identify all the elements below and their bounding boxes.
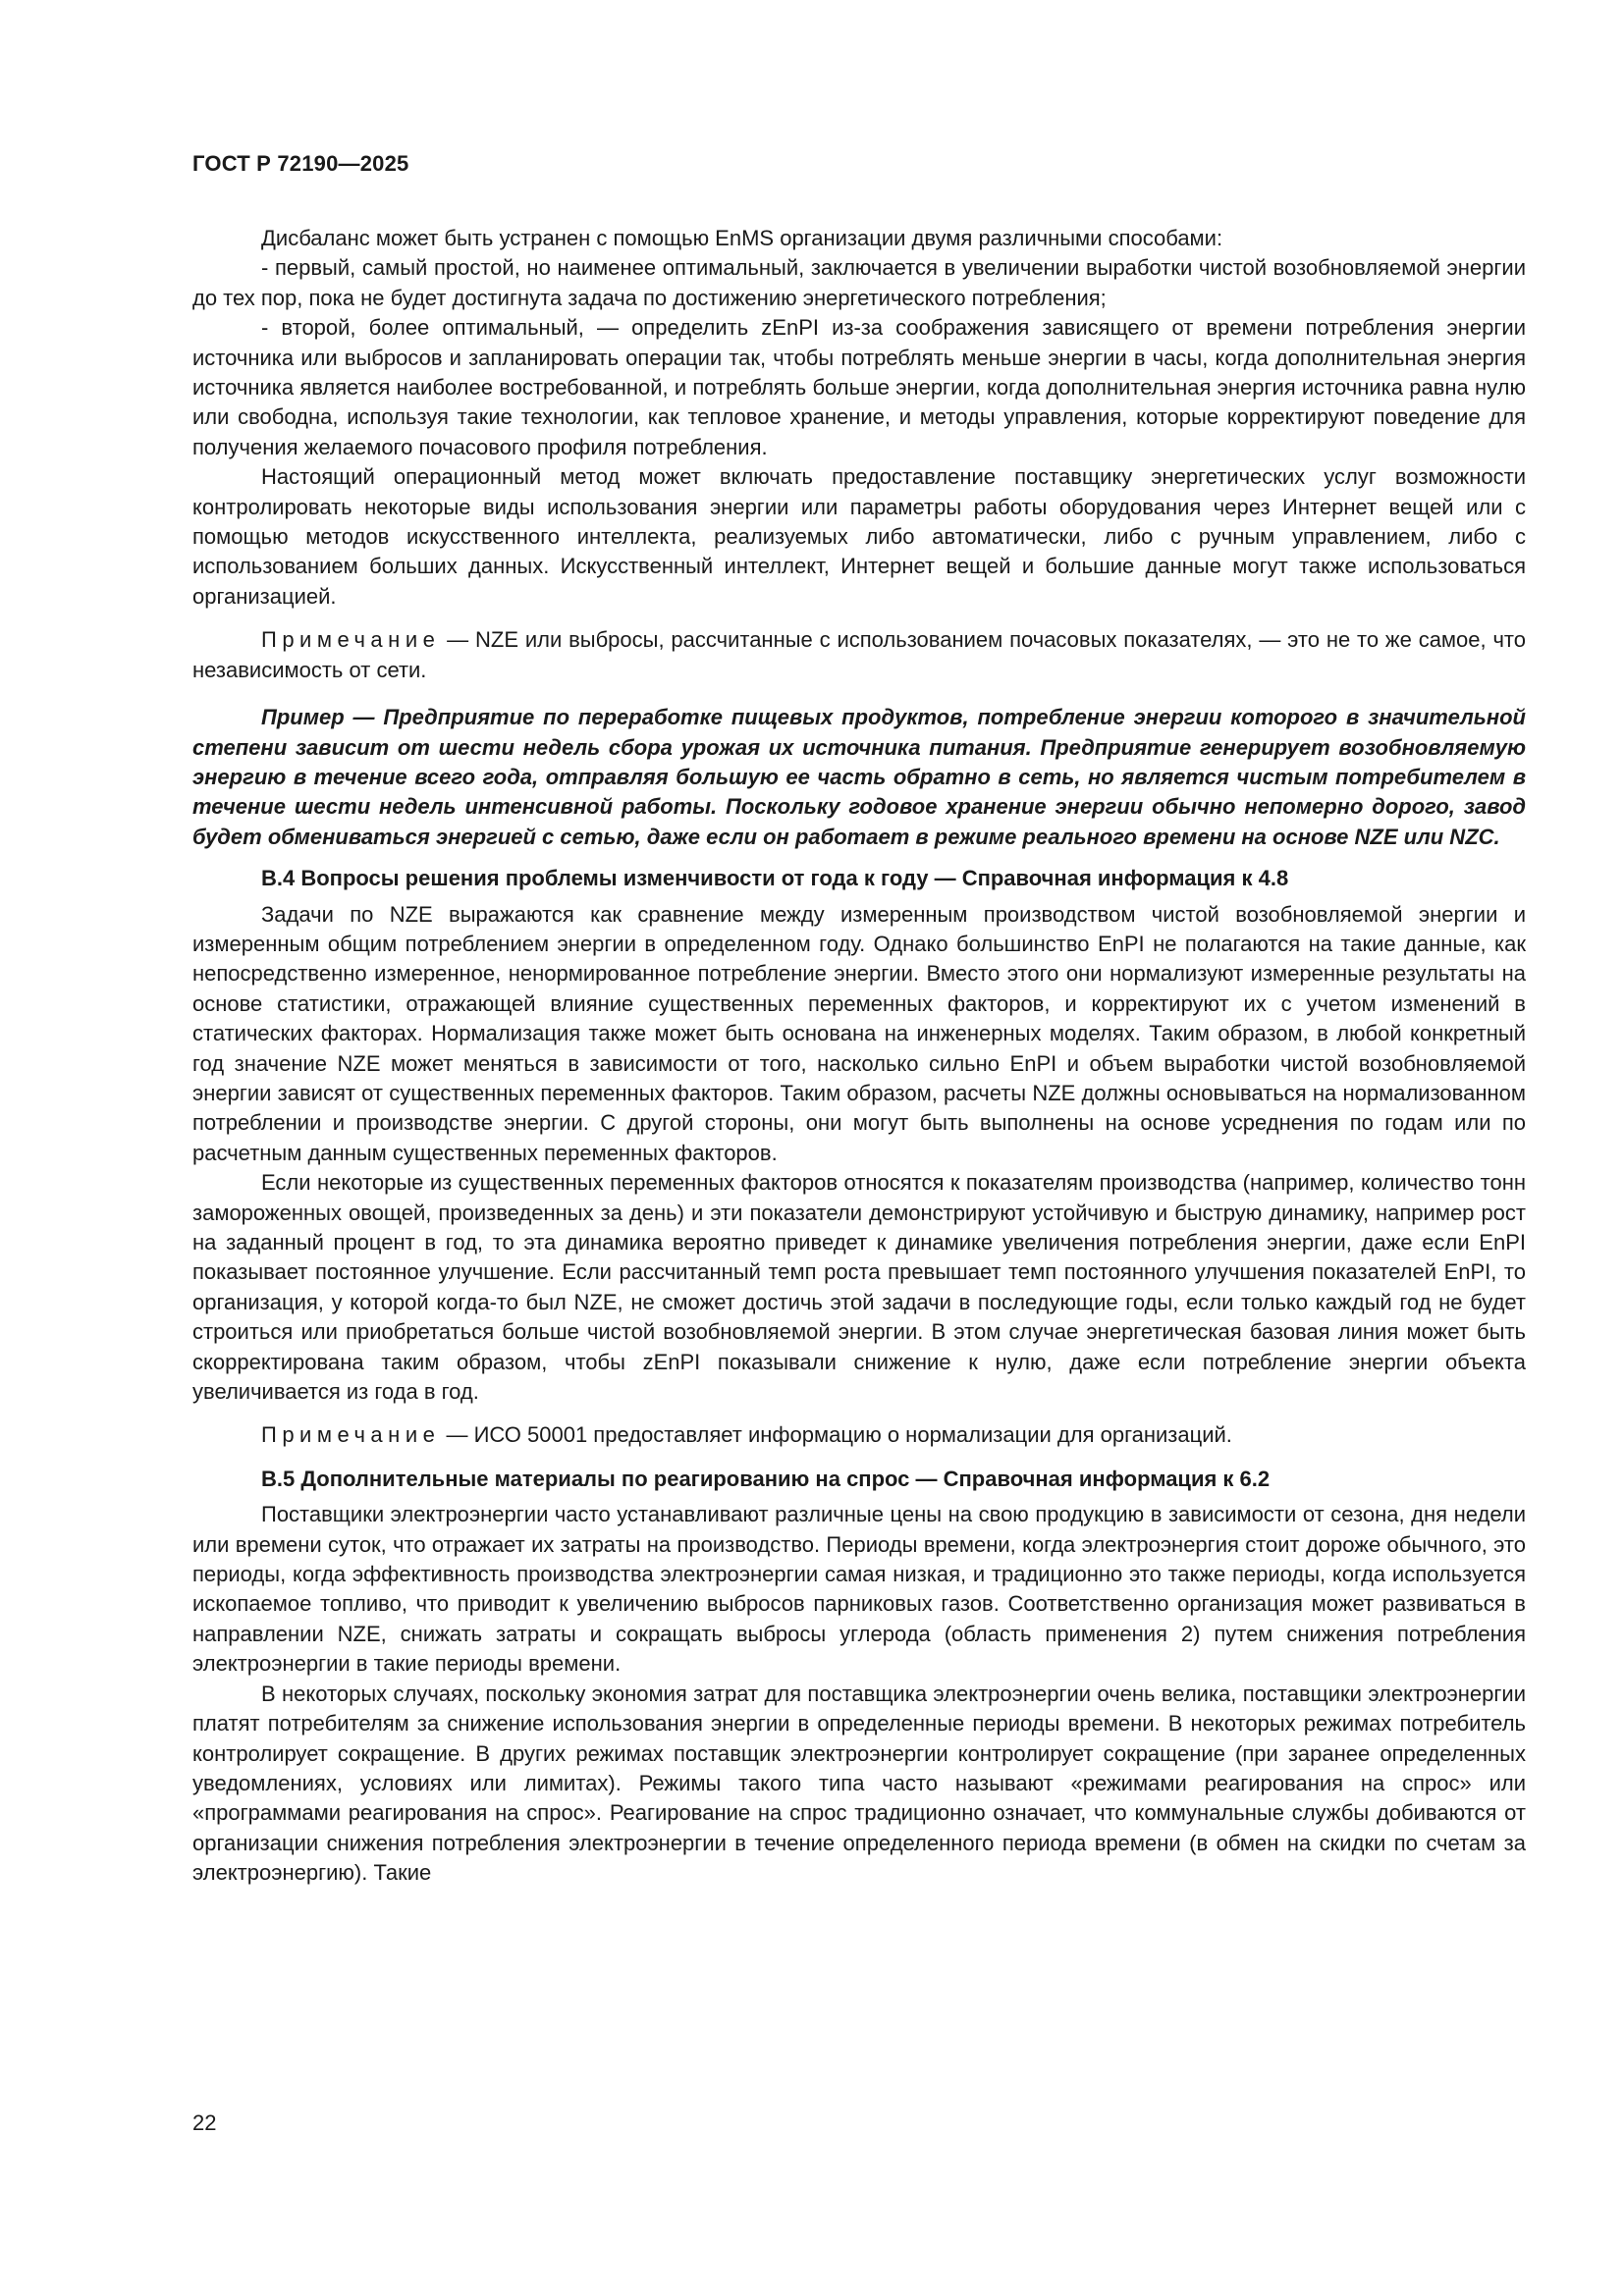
section-heading-b5: В.5 Дополнительные материалы по реагированию на спрос — Справочная информация к 6.2 (261, 1466, 1271, 1491)
note (192, 625, 1526, 685)
paragraph: В некоторых случаях, поскольку экономия затрат для поставщика электроэнергии очень велика, поставщики электроэнергии платят потребителям за снижение использования энергии в определенные периоды времени. В некоторых режимах потребитель контролирует сокращение. В других режимах поставщик электроэнергии контролирует сокращение (при заранее определенных уведомлениях, условиях или лимитах). Режимы такого типа часто называют «режимами реагирования на спрос» или «программами реагирования на спрос». Реагирование на спрос традиционно означает, что коммунальные службы добиваются от организации снижения потребления электроэнергии в течение определенного периода времени (в обмен на скидки по счетам за электроэнергию). Такие (192, 1681, 1526, 1886)
note-label: Примечание (261, 1422, 441, 1448)
example-block: Пример — Предприятие по переработке пищевых продуктов, потребление энергии которого в значительной степени зависит от шести недель сбора урожая их источника питания. Предприятие генерирует возобновляемую энергию в течение всего года, отправляя большую ее часть обратно в сеть, но является чистым потребителем в течение шести недель интенсивной работы. Поскольку годовое хранение энергии обычно непомерно дорого, завод будет обмениваться энергией с сетью, даже если он работает в режиме реального времени на основе NZE или NZC. (192, 705, 1526, 849)
paragraph: Дисбаланс может быть устранен с помощью EnMS организации двумя различными способами: (261, 226, 1223, 250)
document-code-header: ГОСТ Р 72190—2025 (192, 151, 409, 176)
note-text: — NZE или выбросы, рассчитанные с использованием почасовых показателях, — это не то же самое, что независимость от сети. (192, 627, 1526, 682)
paragraph: Настоящий операционный метод может включать предоставление поставщику энергетических услуг возможности контролировать некоторые виды использования энергии или параметры работы оборудования через Интернет вещей или с помощью методов искусственного интеллекта, реализуемых либо автоматически, либо с ручным управлением, либо с использованием больших данных. Искусственный интеллект, Интернет вещей и большие данные могут также использоваться организацией. (192, 464, 1526, 609)
paragraph: Поставщики электроэнергии часто устанавливают различные цены на свою продукцию в зависимости от сезона, дня недели или времени суток, что отражает их затраты на производство. Периоды времени, когда электроэнергия стоит дороже обычного, это периоды, когда эффективность производства электроэнергии самая низкая, и традиционно это также периоды, когда используется ископаемое топливо, что приводит к увеличению выбросов парниковых газов. Соответственно организация может развиваться в направлении NZE, снижать затраты и сокращать выбросы углерода (область применения 2) путем снижения потребления электроэнергии в такие периоды времени. (192, 1502, 1526, 1677)
page-body (192, 224, 1526, 1889)
paragraph: Если некоторые из существенных переменных факторов относятся к показателям производства (например, количество тонн замороженных овощей, произведенных за день) и эти показатели демонстрируют устойчивую и быструю динамику, например рост на заданный процент в год, то эта динамика вероятно приведет к динамике увеличения потребления энергии, даже если EnPI показывает постоянное улучшение. Если рассчитанный темп роста превышает темп постоянного улучшения показателей EnPI, то организация, у которой когда-то был NZE, не сможет достичь этой задачи в последующие годы, если только каждый год не будет строиться или приобретаться больше чистой возобновляемой энергии. В этом случае энергетическая базовая линия может быть скорректирована таким образом, чтобы zEnPI показывали снижение к нулю, даже если потребление энергии объекта увеличивается из года в год. (192, 1170, 1526, 1405)
page-number: 22 (192, 2110, 217, 2135)
section-heading-b4: В.4 Вопросы решения проблемы изменчивости от года к году — Справочная информация к 4.8 (261, 866, 1289, 891)
paragraph: - второй, более оптимальный, — определить zEnPI из-за соображения зависящего от времени потребления энергии источника или выбросов и запланировать операции так, чтобы потреблять меньше энергии в часы, когда дополнительная энергия источника является наиболее востребованной, и потреблять больше энергии, когда дополнительная энергия источника равна нулю или свободна, используя такие технологии, как тепловое хранение, и методы управления, которые корректируют поведение для получения желаемого почасового профиля потребления. (192, 315, 1526, 459)
paragraph: - первый, самый простой, но наименее оптимальный, заключается в увеличении выработки чистой возобновляемой энергии до тех пор, пока не будет достигнута задача по достижению энергетического потребления; (192, 255, 1526, 310)
paragraph: Задачи по NZE выражаются как сравнение между измеренным производством чистой возобновляемой энергии и измеренным общим потреблением энергии в определенном году. Однако большинство EnPI не полагаются на такие данные, как непосредственно измеренное, ненормированное потребление энергии. Вместо этого они нормализуют измеренные результаты на основе статистики, отражающей влияние существенных переменных факторов, и корректируют их с учетом изменений в статических факторах. Нормализация также может быть основана на инженерных моделях. Таким образом, в любой конкретный год значение NZE может меняться в зависимости от того, насколько сильно EnPI и объем выработки чистой возобновляемой энергии зависят от существенных переменных факторов. Таким образом, расчеты NZE должны основываться на нормализованном потреблении и производстве энергии. С другой стороны, они могут быть выполнены на основе усреднения по годам или по расчетным данным существенных переменных факторов. (192, 901, 1526, 1165)
note-label: Примечание (261, 627, 441, 653)
note-text: — ИСО 50001 предоставляет информацию о нормализации для организаций. (440, 1422, 1232, 1448)
note (192, 1420, 1526, 1450)
